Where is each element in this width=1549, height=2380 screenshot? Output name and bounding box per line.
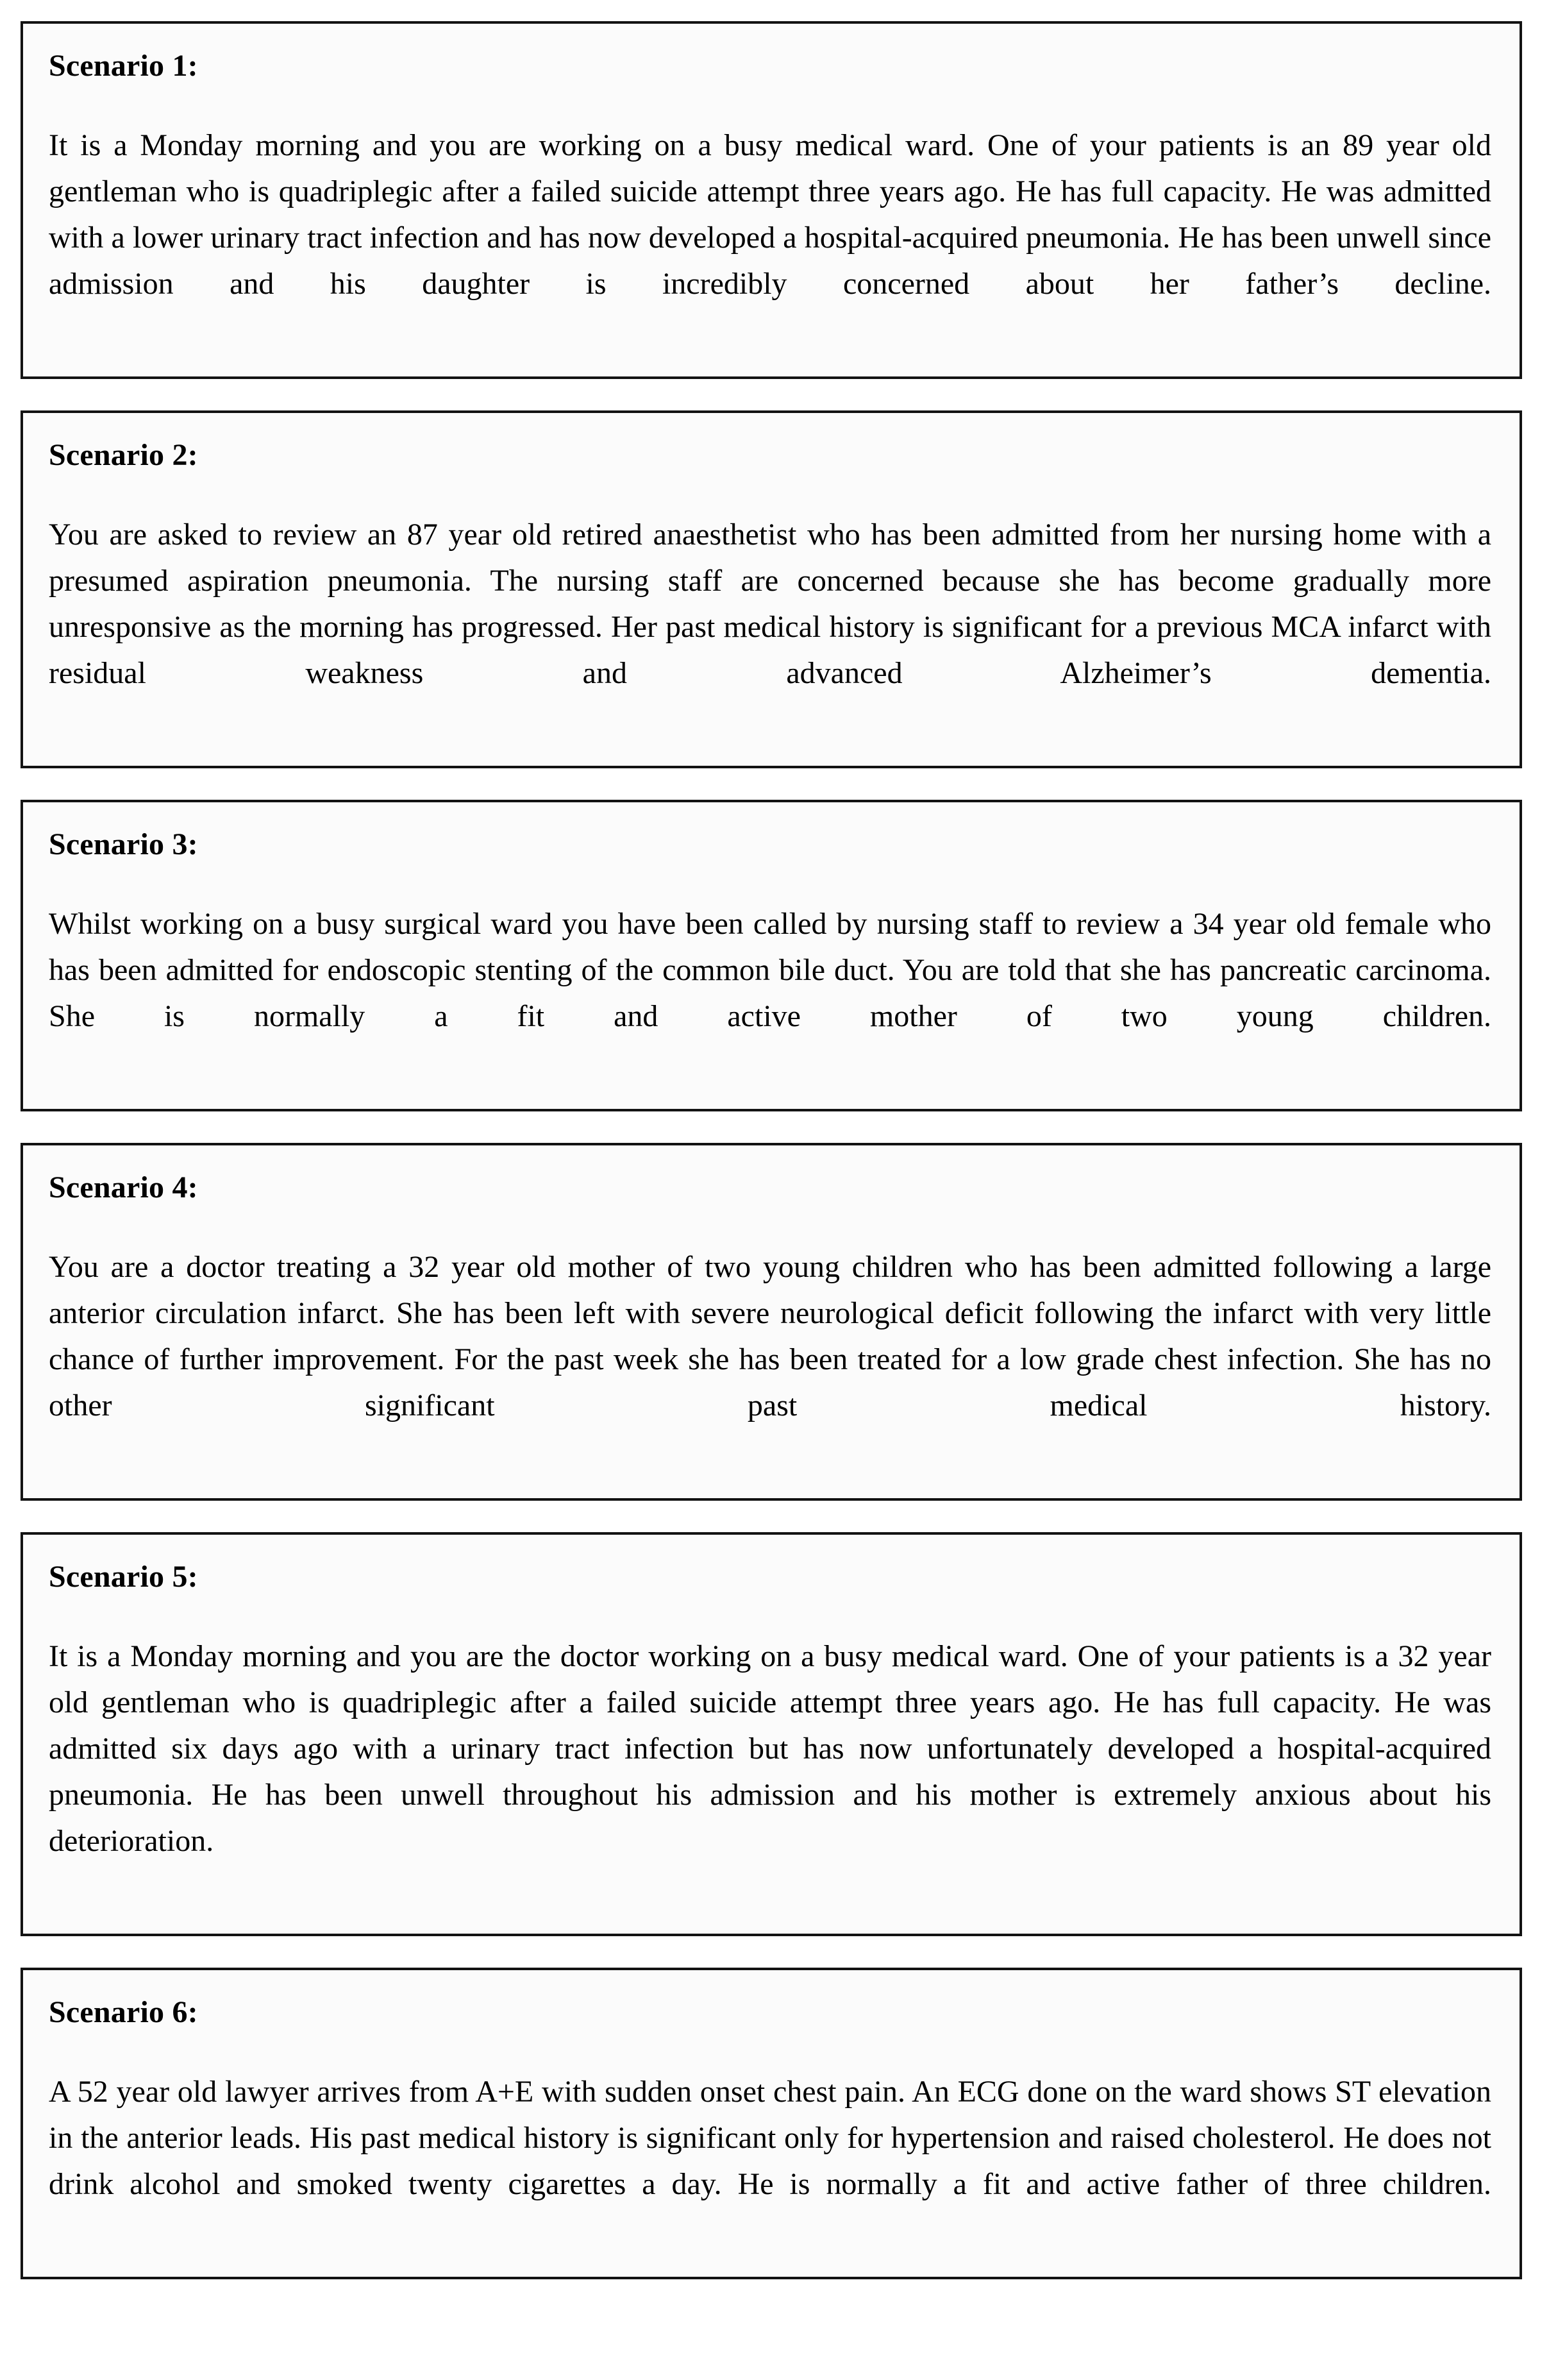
- scenario-box-5: [21, 1532, 1522, 1936]
- scenario-box-2: [21, 410, 1522, 768]
- scenario-body: You are asked to review an 87 year old retired anaesthetist who has been admitted from her nursing home with a presumed aspiration pneumonia. The nursing staff are concerned because she has become gradually more unresponsive as the morning has progressed. Her past medical history is significant for a previous MCA infarct with residual weakness and advanced Alzheimer’s dementia.: [49, 518, 1491, 690]
- scenario-heading: Scenario 2:: [49, 438, 198, 472]
- scenario-box-1: [21, 21, 1522, 379]
- scenario-heading: Scenario 3:: [49, 827, 198, 861]
- scenario-box-4: [21, 1143, 1522, 1501]
- scenario-heading: Scenario 5:: [49, 1560, 198, 1594]
- scenario-box-6: [21, 1968, 1522, 2279]
- scenario-heading: Scenario 6:: [49, 1995, 198, 2029]
- scenario-body: It is a Monday morning and you are the doctor working on a busy medical ward. One of your patients is a 32 year old gentleman who is quadriplegic after a failed suicide attempt three years ago. He has full capacity. He was admitted six days ago with a urinary tract infection but has now unfortunately developed a hospital-acquired pneumonia. He has been unwell throughout his admission and his mother is extremely anxious about his deterioration.: [49, 1639, 1491, 1858]
- scenario-body: It is a Monday morning and you are working on a busy medical ward. One of your patients is an 89 year old gentleman who is quadriplegic after a failed suicide attempt three years ago. He has full capacity. He was admitted with a lower urinary tract infection and has now developed a hospital-acquired pneumonia. He has been unwell since admission and his daughter is incredibly concerned about her father’s decline.: [49, 128, 1491, 301]
- scenario-box-3: [21, 800, 1522, 1111]
- scenario-heading: Scenario 1:: [49, 49, 198, 83]
- scenario-heading: Scenario 4:: [49, 1170, 198, 1204]
- scenario-body: You are a doctor treating a 32 year old mother of two young children who has been admitted following a large anterior circulation infarct. She has been left with severe neurological deficit following the infarct with very little chance of further improvement. For the past week she has been treated for a low grade chest infection. She has no other significant past medical history.: [49, 1250, 1491, 1422]
- scenario-body: A 52 year old lawyer arrives from A+E with sudden onset chest pain. An ECG done on the ward shows ST elevation in the anterior leads. His past medical history is significant only for hypertension and raised cholesterol. He does not drink alcohol and smoked twenty cigarettes a day. He is normally a fit and active father of three children.: [49, 2075, 1491, 2201]
- scenario-body: Whilst working on a busy surgical ward you have been called by nursing staff to review a 34 year old female who has been admitted for endoscopic stenting of the common bile duct. You are told that she has pancreatic carcinoma. She is normally a fit and active mother of two young children.: [49, 907, 1491, 1033]
